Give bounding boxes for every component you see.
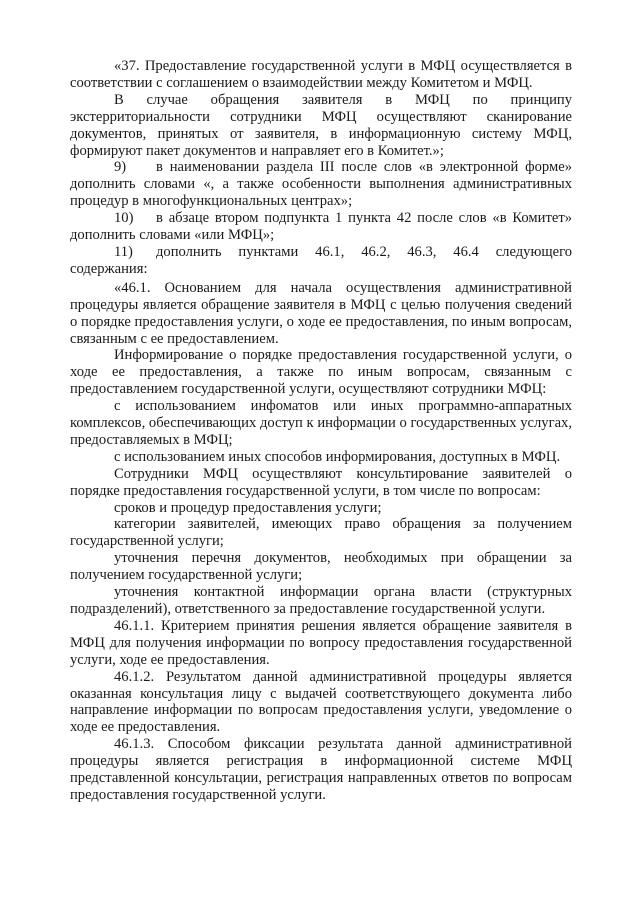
list-item-11 (70, 244, 572, 278)
list-item-9 (70, 159, 572, 210)
list-number: 10) (114, 210, 134, 227)
paragraph-consulting: Сотрудники МФЦ осуществляют консультирование заявителей о порядке предоставления государственной услуги, в том числе по вопросам: (70, 465, 572, 499)
paragraph-46-1-3: 46.1.3. Способом фиксации результата данной административной процедуры является регистрация в информационной системе МФЦ представленной консультации, регистрация направленных ответов по вопросам предоставления государственной услуги. (70, 736, 572, 803)
paragraph-46-1-1: 46.1.1. Критерием принятия решения является обращение заявителя в МФЦ для получения информации по вопросу предоставления государственной услуги, ходе ее предоставления. (70, 617, 572, 668)
list-number: 9) (114, 159, 127, 176)
list-item-text: дополнить пунктами 46.1, 46.2, 46.3, 46.4 следующего содержания: (70, 243, 572, 277)
list-item-text: в абзаце втором подпункта 1 пункта 42 после слов «в Комитет» дополнить словами «или МФЦ»; (70, 210, 572, 244)
list-number: 11) (114, 243, 133, 260)
paragraph-exterritorial: В случае обращения заявителя в МФЦ по принципу экстерриториальности сотрудники МФЦ осуществляют сканирование документов, принятых от заявителя, в информационную систему МФЦ, формируют пакет документов и направляет его в Комитет.»; (70, 91, 572, 159)
paragraph-informing: Информирование о порядке предоставления государственной услуги, о ходе ее предоставления, а также по иным вопросам, связанным с предоставлением государственной услуги, осуществляют сотрудники МФЦ: (70, 347, 572, 398)
paragraph-terms: сроков и процедур предоставления услуги; (114, 499, 382, 516)
paragraph-infomats: с использованием инфоматов или иных программно-аппаратных комплексов, обеспечивающих доступ к информации о государственных услугах, предоставляемых в МФЦ; (70, 398, 572, 448)
list-item-10 (70, 210, 572, 244)
paragraph-37: «37. Предоставление государственной услуги в МФЦ осуществляется в соответствии с соглашением о взаимодействии между Комитетом и МФЦ. (70, 58, 572, 91)
document-page (70, 58, 572, 804)
paragraph-other-methods: с использованием иных способов информирования, доступных в МФЦ. (114, 448, 561, 465)
paragraph-46-1-2: 46.1.2. Результатом данной административной процедуры является оказанная консультация лицу с выдачей соответствующего документа либо направление информации по вопросам предоставления услуги, уведомление о ходе ее предоставления. (70, 668, 572, 736)
paragraph-contacts: уточнения контактной информации органа власти (структурных подразделений), ответственного за предоставление государственной услуги. (70, 584, 572, 617)
paragraph-categories: категории заявителей, имеющих право обращения за получением государственной услуги; (70, 516, 572, 550)
list-item-text: в наименовании раздела III после слов «в электронной форме» дополнить словами «, а также особенности выполнения административных процедур в многофункциональных центрах»; (70, 159, 572, 210)
paragraph-documents-list: уточнения перечня документов, необходимых при обращении за получением государственной услуги; (70, 550, 572, 584)
paragraph-46-1: «46.1. Основанием для начала осуществления административной процедуры является обращение заявителя в МФЦ с целью получения сведений о порядке предоставления услуги, о ходе ее предоставления, по иным вопросам, связанным с ее предоставлением. (70, 279, 572, 347)
